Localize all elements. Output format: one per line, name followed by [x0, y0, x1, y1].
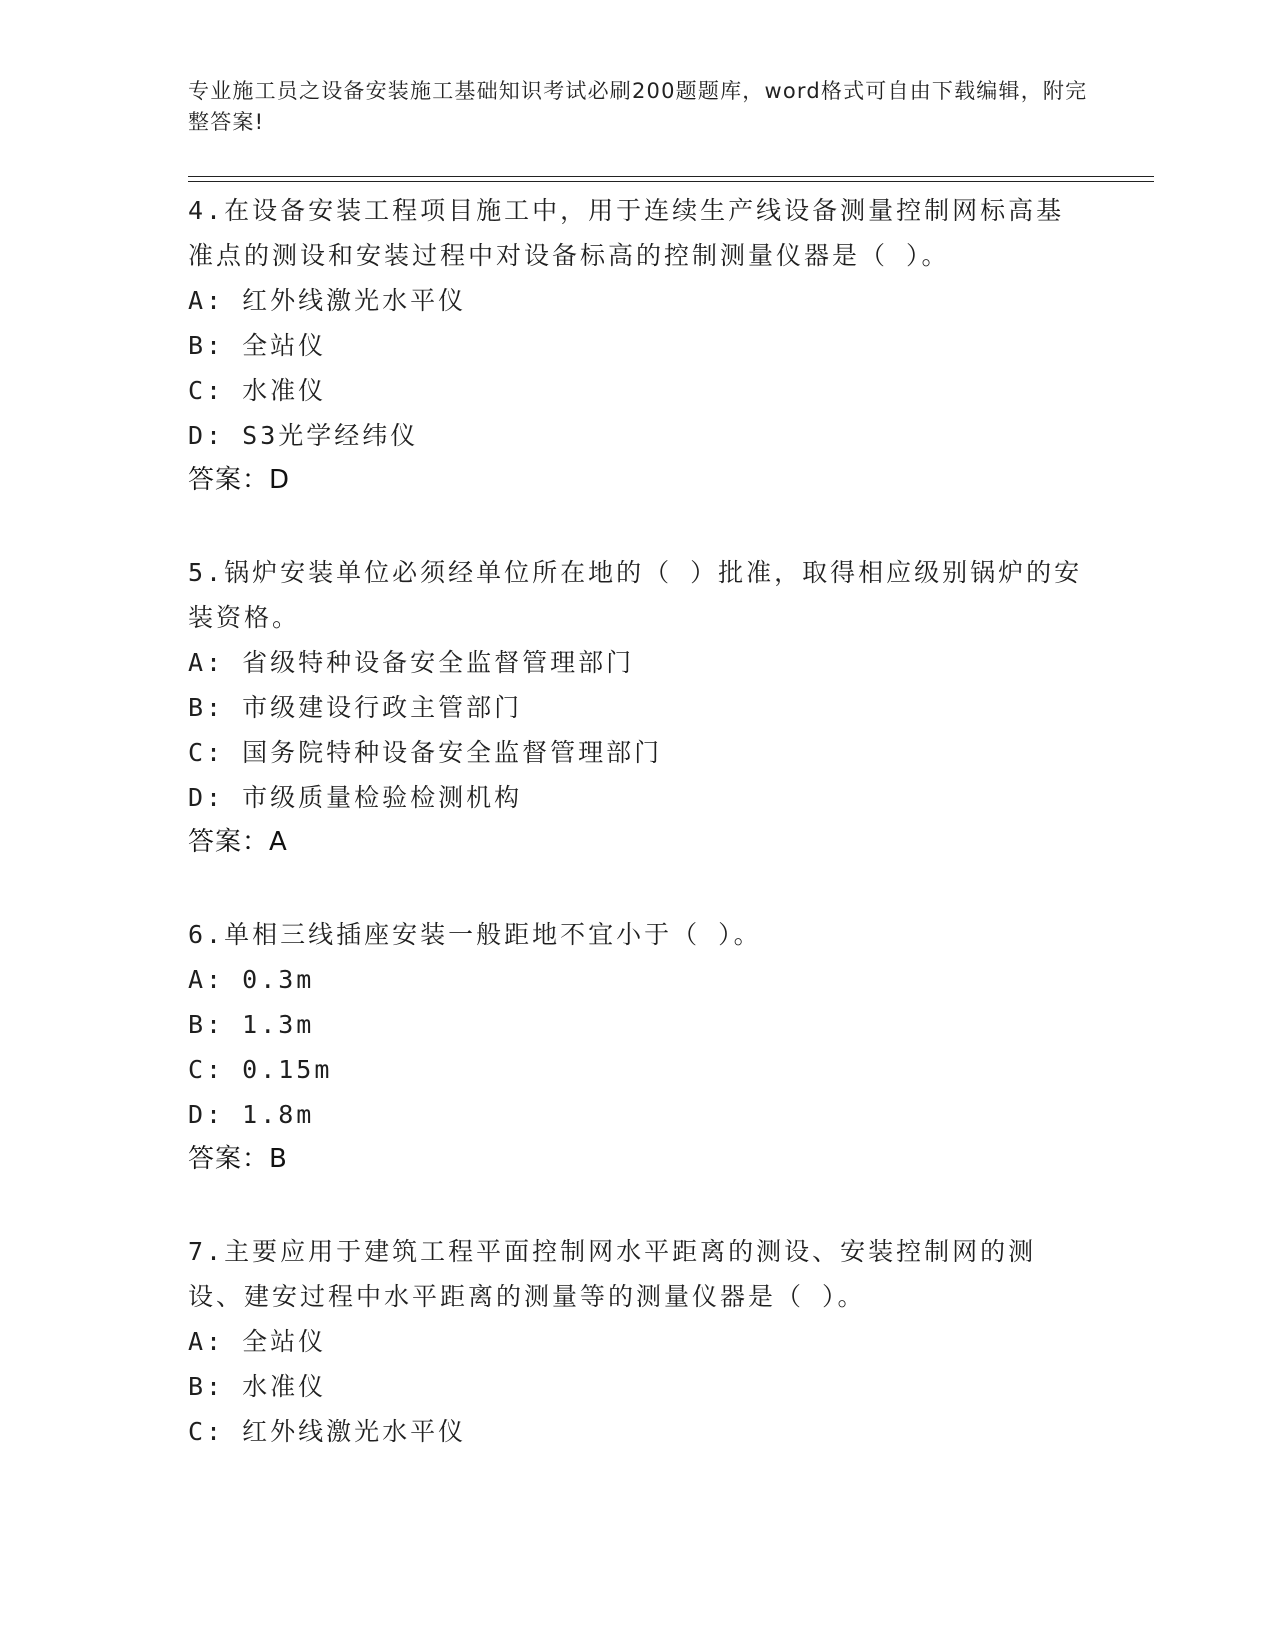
header-divider-bottom — [188, 181, 1154, 182]
option-b: B: 全站仪 — [188, 331, 327, 360]
option-c: C: 水准仪 — [188, 376, 327, 405]
option-a: A: 省级特种设备安全监督管理部门 — [188, 648, 635, 677]
header-divider-top — [188, 176, 1154, 177]
answer-line: 答案：D — [188, 465, 291, 495]
question-stem: 4.在设备安装工程项目施工中，用于连续生产线设备测量控制网标高基准点的测设和安装过程中对设备标高的控制测量仪器是（ ）。 — [188, 196, 1065, 270]
document-header: 专业施工员之设备安装施工基础知识考试必刷200题题库，word格式可自由下载编辑，附完整答案! — [188, 79, 1088, 134]
question-6 — [188, 912, 1088, 1182]
answer-line: 答案：A — [188, 827, 288, 857]
question-list — [188, 188, 1088, 1454]
option-a: A: 全站仪 — [188, 1327, 327, 1356]
question-stem: 5.锅炉安装单位必须经单位所在地的（ ）批准，取得相应级别锅炉的安装资格。 — [188, 558, 1083, 632]
option-c: C: 国务院特种设备安全监督管理部门 — [188, 738, 663, 767]
option-a: A: 红外线激光水平仪 — [188, 286, 467, 315]
option-b: B: 市级建设行政主管部门 — [188, 693, 523, 722]
question-stem: 7.主要应用于建筑工程平面控制网水平距离的测设、安装控制网的测设、建安过程中水平距离的测量等的测量仪器是（ ）。 — [188, 1237, 1037, 1311]
option-a: A: 0.3m — [188, 965, 315, 994]
option-c: C: 红外线激光水平仪 — [188, 1417, 467, 1446]
question-7 — [188, 1229, 1088, 1454]
question-stem: 6.单相三线插座安装一般距地不宜小于（ ）。 — [188, 920, 762, 949]
question-4 — [188, 188, 1088, 503]
option-d: D: S3光学经纬仪 — [188, 421, 419, 450]
option-d: D: 市级质量检验检测机构 — [188, 783, 523, 812]
option-d: D: 1.8m — [188, 1100, 315, 1129]
option-c: C: 0.15m — [188, 1055, 333, 1084]
question-5 — [188, 550, 1088, 865]
option-b: B: 水准仪 — [188, 1372, 327, 1401]
answer-line: 答案：B — [188, 1144, 288, 1174]
option-b: B: 1.3m — [188, 1010, 315, 1039]
